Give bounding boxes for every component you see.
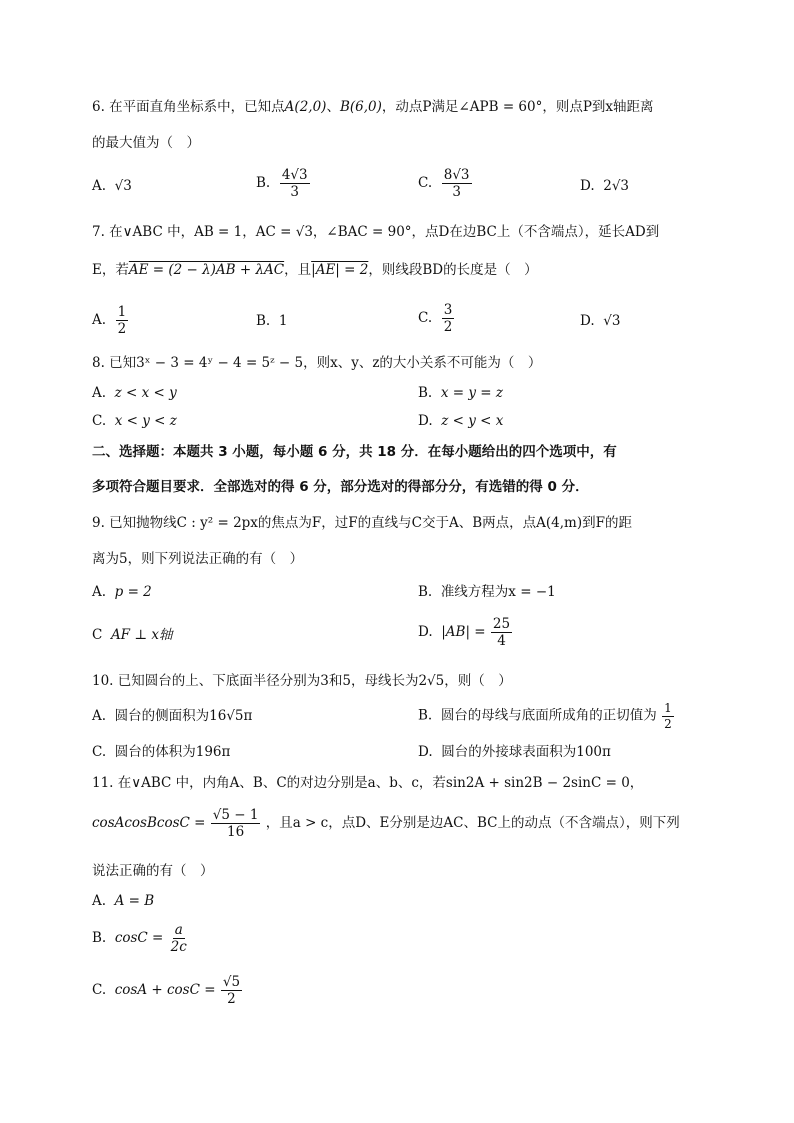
q7-vector-norm: |AE| = 2: [311, 262, 369, 278]
q7-line2-c: ，且: [284, 262, 312, 278]
q11-option-a-label: A.: [92, 893, 107, 909]
q7-option-d: [580, 315, 620, 329]
q10-option-a-value: 圆台的侧面积为16√5π: [114, 708, 253, 724]
q7-option-a: [92, 305, 129, 336]
q6-line1: [92, 101, 654, 115]
q8-option-a-value: z < x < y: [114, 385, 177, 401]
q7-option-c-fraction: [442, 303, 455, 334]
q7-option-c-label: C.: [418, 309, 433, 326]
q10-option-c-label: C.: [92, 744, 107, 760]
q9-line1: 9. 已知抛物线C : y² = 2px的焦点为F，过F的直线与C交于A、B两点，点A(4,m)到F的距: [92, 515, 632, 531]
q8-option-a: [92, 387, 177, 401]
section2-header-line2: 多项符合题目要求．全部选对的得 6 分，部分选对的得部分分，有选错的得 0 分．: [92, 479, 589, 495]
q10-option-b: [418, 702, 675, 730]
q7-line2-a: E，若: [92, 262, 129, 278]
q6-option-c-fraction: [442, 168, 472, 199]
q8-option-b: [418, 387, 503, 401]
q7-option-a-label: A.: [92, 311, 107, 328]
q10-option-a-label: A.: [92, 708, 107, 724]
q7-option-c: [418, 303, 455, 334]
q7-option-b-value: 1: [278, 313, 288, 329]
q8-option-a-label: A.: [92, 385, 107, 401]
q8-option-b-label: B.: [418, 385, 433, 401]
q6-option-b-label: B.: [256, 174, 271, 191]
q9-line2: 离为5，则下列说法正确的有（ ）: [92, 551, 304, 567]
q11-line2-fraction: [211, 808, 261, 839]
q6-option-a-label: A.: [92, 178, 107, 194]
q7-line2-e: ，则线段BD的长度是（ ）: [368, 262, 538, 278]
q9-option-d-den: 4: [497, 633, 506, 650]
q9-option-a-value: p = 2: [114, 584, 152, 600]
q7-option-a-fraction: [116, 305, 129, 336]
q11-option-a: [92, 895, 154, 909]
q10-option-b-label: B.: [418, 707, 433, 724]
q9-option-a: [92, 586, 152, 600]
q6-option-b-num: 4√3: [281, 167, 308, 183]
q8-option-d-value: z < y < x: [441, 413, 504, 429]
q9-option-b-label: B.: [418, 584, 433, 600]
q6-option-d: [580, 180, 629, 194]
q10-option-d-value: 圆台的外接球表面积为100π: [441, 744, 611, 760]
q6-option-c-num: 8√3: [443, 167, 470, 183]
q8-option-c-label: C.: [92, 413, 107, 429]
q11-option-c: [92, 975, 243, 1006]
q10-option-b-text: 圆台的母线与底面所成角的正切值为: [440, 707, 657, 724]
q9-option-d: [418, 617, 513, 648]
q9-option-d-label: D.: [418, 623, 433, 640]
q11-option-c-den: 2: [227, 991, 236, 1008]
q8-option-c: [92, 415, 177, 429]
q7-option-c-den: 2: [443, 319, 453, 336]
q11-option-b-fraction: [169, 923, 189, 954]
q6-point-a: A(2,0): [284, 99, 327, 115]
q8-option-d: [418, 415, 503, 429]
q6-option-b-den: 3: [290, 184, 299, 201]
q9-option-c-label: C: [92, 627, 103, 643]
q9-option-c: [92, 629, 172, 643]
q10-line1: 10. 已知圆台的上、下底面半径分别为3和5，母线长为2√5，则（ ）: [92, 673, 512, 689]
q8-option-c-value: x < y < z: [114, 413, 177, 429]
q6-option-d-value: 2√3: [603, 178, 630, 194]
q6-option-c-label: C.: [418, 174, 433, 191]
q10-option-c: [92, 746, 230, 760]
q10-option-b-num: 1: [664, 701, 672, 715]
q9-option-b: [418, 586, 556, 600]
q10-option-d-label: D.: [418, 744, 433, 760]
q11-option-b-left: cosC =: [114, 929, 164, 946]
q6-option-a-value: √3: [114, 178, 132, 194]
q9-option-d-left: |AB| =: [441, 623, 486, 640]
q11-line2-left: cosAcosBcosC =: [92, 814, 206, 831]
q11-option-b: [92, 923, 190, 954]
q7-line2: [92, 264, 538, 278]
q9-option-d-fraction: [491, 617, 512, 648]
q7-option-a-den: 2: [117, 321, 127, 338]
q11-option-c-label: C.: [92, 981, 107, 998]
q9-option-c-value: AF ⊥ x轴: [110, 627, 173, 643]
q6-option-d-label: D.: [580, 178, 595, 194]
q11-option-c-fraction: [221, 975, 242, 1006]
q7-option-a-num: 1: [117, 304, 127, 320]
q11-option-b-den: 2c: [170, 939, 187, 956]
q10-option-b-den: 2: [664, 716, 672, 731]
q7-option-b-label: B.: [256, 313, 271, 329]
q11-line1: 11. 在∨ABC 中，内角A、B、C的对边分别是a、b、c，若sin2A + sin2B − 2sinC = 0，: [92, 775, 644, 791]
q8-option-d-label: D.: [418, 413, 433, 429]
q6-prefix: 6. 在平面直角坐标系中，已知点: [92, 99, 285, 115]
q6-option-c-den: 3: [452, 184, 461, 201]
q7-option-d-value: √3: [603, 313, 621, 329]
q10-option-b-fraction: [662, 702, 674, 730]
q11-option-c-left: cosA + cosC =: [114, 981, 216, 998]
q11-line2-right: ，且a > c，点D、E分别是边AC、BC上的动点（不含端点），则下列: [265, 814, 680, 831]
q11-option-b-label: B.: [92, 929, 107, 946]
q9-option-b-value: 准线方程为x = −1: [440, 584, 556, 600]
q11-line2: [92, 808, 680, 839]
q9-option-d-num: 25: [492, 616, 511, 632]
q10-option-a: [92, 710, 252, 724]
q8-option-b-value: x = y = z: [440, 385, 503, 401]
q6-mid: ，动点P满足∠APB = 60°，则点P到x轴距离: [381, 99, 654, 115]
q11-option-b-num: a: [174, 922, 183, 938]
q9-option-a-label: A.: [92, 584, 107, 600]
q6-line2: 的最大值为（ ）: [92, 135, 200, 151]
q11-option-c-num: √5: [222, 974, 241, 990]
q6-option-c: [418, 168, 473, 199]
q8-line1: 8. 已知3ˣ − 3 = 4ʸ − 4 = 5ᶻ − 5，则x、y、z的大小关系不可能为（ ）: [92, 355, 542, 371]
q7-option-d-label: D.: [580, 313, 595, 329]
q11-line2-den: 16: [227, 824, 245, 841]
q11-option-a-value: A = B: [114, 893, 155, 909]
q10-option-c-value: 圆台的体积为196π: [114, 744, 231, 760]
q6-option-b: [256, 168, 311, 199]
q7-vector-equation: AE = (2 − λ)AB + λAC: [128, 262, 285, 278]
q6-point-b: B(6,0): [339, 99, 382, 115]
q11-line2-num: √5 − 1: [212, 807, 259, 823]
q7-option-b: [256, 315, 287, 329]
q7-option-c-num: 3: [443, 302, 453, 318]
q11-line3: 说法正确的有（ ）: [92, 863, 214, 879]
q7-line1: 7. 在∨ABC 中，AB = 1，AC = √3，∠BAC = 90°，点D在边BC上（不含端点），延长AD到: [92, 224, 660, 240]
q6-sep: 、: [326, 99, 340, 115]
q6-option-b-fraction: [280, 168, 310, 199]
section2-header-line1: 二、选择题：本题共 3 小题，每小题 6 分，共 18 分．在每小题给出的四个选项中，有: [92, 444, 617, 460]
q10-option-d: [418, 746, 611, 760]
q6-option-a: [92, 180, 132, 194]
